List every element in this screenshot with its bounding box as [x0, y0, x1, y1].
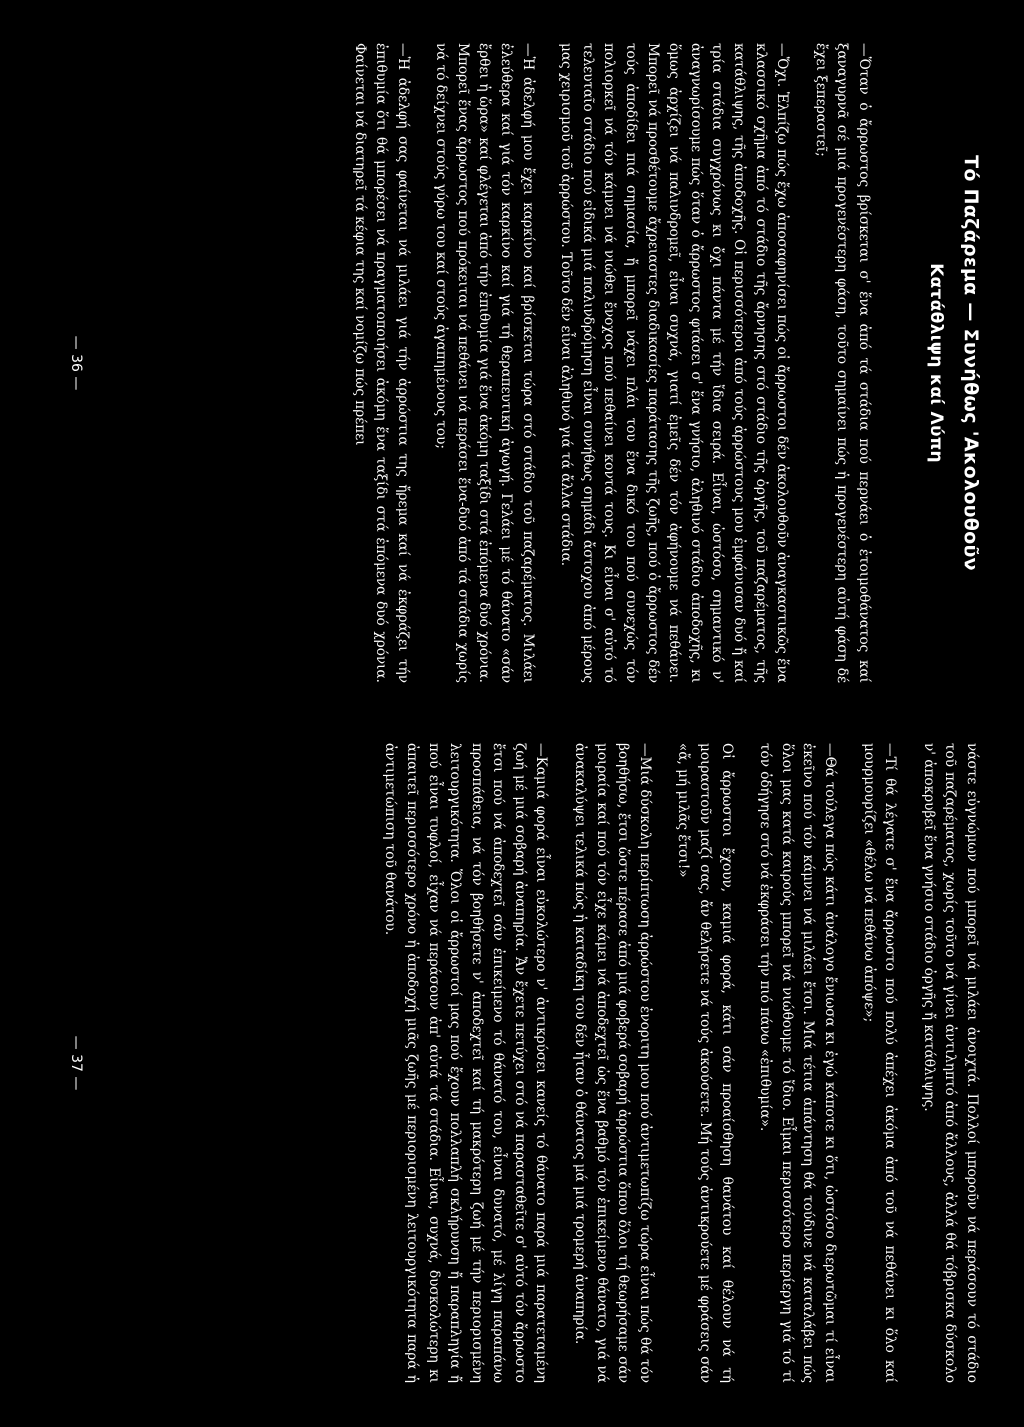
page-number-right: — 37 —: [68, 1035, 84, 1091]
left-page: [42, 43, 982, 683]
page-number-left: — 36 —: [68, 335, 84, 391]
paragraph: νάστε εὐγνώμων πού μπορεῖ νά μιλάει ἀνοιχτά. Πολλοί μποροῦν νά περάσουν τό στάδιο τοῦ παζαρέματος, χωρίς τοῦτο νά γίνει ἀντιληπτό ἀπό ἄλλους, ἀλλά θά τόβρισκα δύσκολο ν' ἀποκρυβεῖ ἕνα γνήσιο στάδιο ὀργῆς ἤ κατάθλιψης.: [920, 743, 980, 1383]
paragraph: —Θά τούλεγα πώς κάτι ἀνάλογο ἔνιωσα κι ἐγώ κάποτε κι ὅτι, ὡστόσο διερωτῶμαι τί εἶναι ἐκεῖνο πού τόν κάμνει νά μιλάει ἔτσι. Μιά τέτια ἀπάντηση θά τούδινε νά καταλάβει πώς ὅλοι μας κατά καιρούς μπορεῖ νά νιώθουμε τό ἴδιο. Εἶμαι περισσότερο περίεργη γιά τό τί τόν ὁδήγησε στό νά ἐκφράσει τήν πιό πάνω «ἐπιθυμία».: [757, 743, 839, 1383]
right-page: [42, 743, 982, 1383]
paragraph: —Μιά δύσκολη περίπτωση ἀρρώστου ἑνοριτη μου πού ἀντιμετωπίζω τώρα εἶναι πώς θά τόν βοηθήσω, ἔτσι ὥστε πέρασε ἀπό μιά φοβερά σοβαρή ἀρρώστια ὅπου ὅλοι τή θεωρήσαμε σάν μοιραία καί πού τόν εἶχε κάμει νά ἀποδεχτεῖ ὡς ἕνα βαθμό τόν ἐπικείμενο θάνατο, γιά νά ἀνακαλύψει τελικά πώς ἡ καταδίκη του δέν ἦταν ὁ θάνατος μά μιά τρομερή ἀναπηρία.: [572, 743, 653, 1383]
book-spread: [42, 43, 982, 1383]
paragraph: Οἱ ἄρρωστοι ἔχουν, καμιά φορά, κάτι σάν προαίσθηση θανάτου καί θέλουν νά τή μοιραστοῦν μαζί σας, ἄν θελήσετε νά τούς ἀκούσετε. Μή τούς ἀντικρούετε μέ φράσεις σάν «ἄ, μή μιλᾶς ἔτσι!»: [675, 743, 735, 1383]
paragraph: —Ἡ ἀδελφή σας φαίνεται νά μιλάει γιά τήν ἀρρώστια της ἤρεμα καί νά ἐκφράζει τήν ἐπιθυμία ὅτι θά μπορέσει νά πραγματοποιήσει ἀκόμη ἕνα ταξίδι στά ἑπόμενα δυό χρόνια. Φαίνεται νά διατηρεῖ τά κέφια της καί νομίζω πώς πρέπει: [351, 43, 411, 683]
paragraph: —Τί θά λέγατε σ' ἕνα ἄρρωστο πού πολύ ἀπέχει ἀκόμα ἀπό τοῦ νά πεθάνει κι ὅλο καί μουρμουρίζει «θέλω νά πεθάνω ἀπόψε»;: [860, 743, 899, 1383]
paragraph: —Ὅταν ὁ ἄρρωστος βρίσκεται σ' ἕνα ἀπό τά στάδια πού περνάει ὁ ἑτοιμοθάνατος καί ξαναγυρνᾶ σέ μιά προγενέστερη φάση, τοῦτο σημαίνει πώς ἡ προγενέστερη αὐτή φάση δέ ἔχει ξεπεραστεῖ;: [812, 43, 872, 683]
paragraph: —Ἡ ἀδελφή μου ἔχει καρκίνο καί βρίσκεται τώρα στό στάδιο τοῦ παζαρέματος. Μιλάει ἐλεύθερα καί γιά τόν καρκίνο καί γιά τή θεραπευτική ἀγωγή. Γελάει μέ τό θάνατο «σάν ἔρθει ἡ ὥρα» καί φλέγεται ἀπό τήν ἐπιθυμία γιά ἕνα ἀκόμη ταξίδι στά ἑπόμενα δυό χρόνια. Μπορεῖ ἕνας ἄρρωστος πού πρόκειται νά πεθάνει νά περάσει ἕνα-δυό ἀπό τά στάδια χωρίς νά τό δείχνει στούς γύρω του καί στούς ἀγαπημένους του;: [433, 43, 536, 683]
chapter-subtitle: Κατάθλιψη καί Λύπη: [926, 263, 946, 463]
paragraph: —Ὄχι. Ἐλπίζω πώς ἔχω ἀποσαφηνίσει πώς οἱ ἄρρωστοι δέν ἀκολουθοῦν ἀναγκαστικῶς ἕνα κλασσικό σχῆμα ἀπό τό στάδιο τῆς ἄρνησης στό στάδιο τῆς ὀργῆς, τοῦ παζαρέματος, τῆς κατάθλιψης, τῆς ἀποδοχῆς. Οἱ περισσότεροι ἀπό τούς ἀρρώστους μου ἐμφάνισαν δυό ἤ καί τρία στάδια συγχρόνως κι ὄχι πάντα μέ τήν ἴδια σειρά. Εἶναι, ὡστόσο, σημαντικό ν' ἀναγνωρίσουμε πώς ὅταν ὁ ἄρρωστος φτάσει σ' ἕνα γνήσιο, ἀληθινό στάδιο ἀποδοχῆς, κι ὅμως ἀρχίζει νά παλινδρομεῖ, εἶναι συχνά, γιατί ἐμεῖς δέν τόν ἀφήνουμε νά πεθάνει. Μπορεῖ νά προσθέτουμε ἄχρειαστες διαδικασίες παράτασης τῆς ζωῆς, πού ὁ ἄρρωστος δέν τούς ἀποδίδει πιά σημασία, ἤ μπορεῖ νάχει πλάι του ἕνα δικό του πού συνεχώς τόν πολιορκεῖ νά τόν κάμνει νά νιώθει ἔνοχος πού πεθαίνει κοντά τους. Κι εἶναι σ' αὐτό τό τελευταῖο στάδιο πού εἰδικά μιά παλινδρόμηση εἶναι συνήθως σημάδι ἄστοχου ἀπό μέρους μας χειρισμοῦ τοῦ ἀρρώστου. Τοῦτο δέν εἶναι ἀληθινό γιά τά ἄλλα στάδια.: [558, 43, 791, 683]
chapter-title: Τό Παζάρεμα — Συνήθως 'Ακολουθοῦν: [960, 155, 982, 571]
paragraph: —Καμιά φορά εἶναι εὐκολώτερο ν' ἀντικρύσει κανείς τό θάνατο παρά μιά παρατεταμένη ζωή μέ μιά σοβαρή ἀναπηρία. Ἄν ἔχετε πετύχει στό νά παρασταθεῖτε σ' αὐτό τόν ἄρρωστο ἔτσι πού νά ἀποδεχτεῖ σάν ἐπικείμενο τό θάνατό του, εἶναι δυνατό, μέ λίγη παραπάνω προσπάθεια, νά τόν βοηθήσετε ν' ἀποδεχτεῖ καί τή μακρότερη ζωή μέ τήν περιορισμένη λειτουργικότητα. Ὅλοι οἱ ἄρρωστοί μας πού ἔχουν πολλαπλή σκλήρυνση ἤ παραπληγία ἤ πού εἶναι τυφλοί, εἶχαν νά περάσουν ἀπ' αὐτά τά στάδια. Εἶναι, συχνά, δυσκολώτερη κι ἀπαιτεῖ περισσότερο χρόνο ἡ ἀποδοχή μιᾶς ζωῆς μέ περιορισμένη λειτουργικότητα παρά ἡ ἀντιμετώπιση τοῦ θανάτου.: [382, 743, 550, 1383]
